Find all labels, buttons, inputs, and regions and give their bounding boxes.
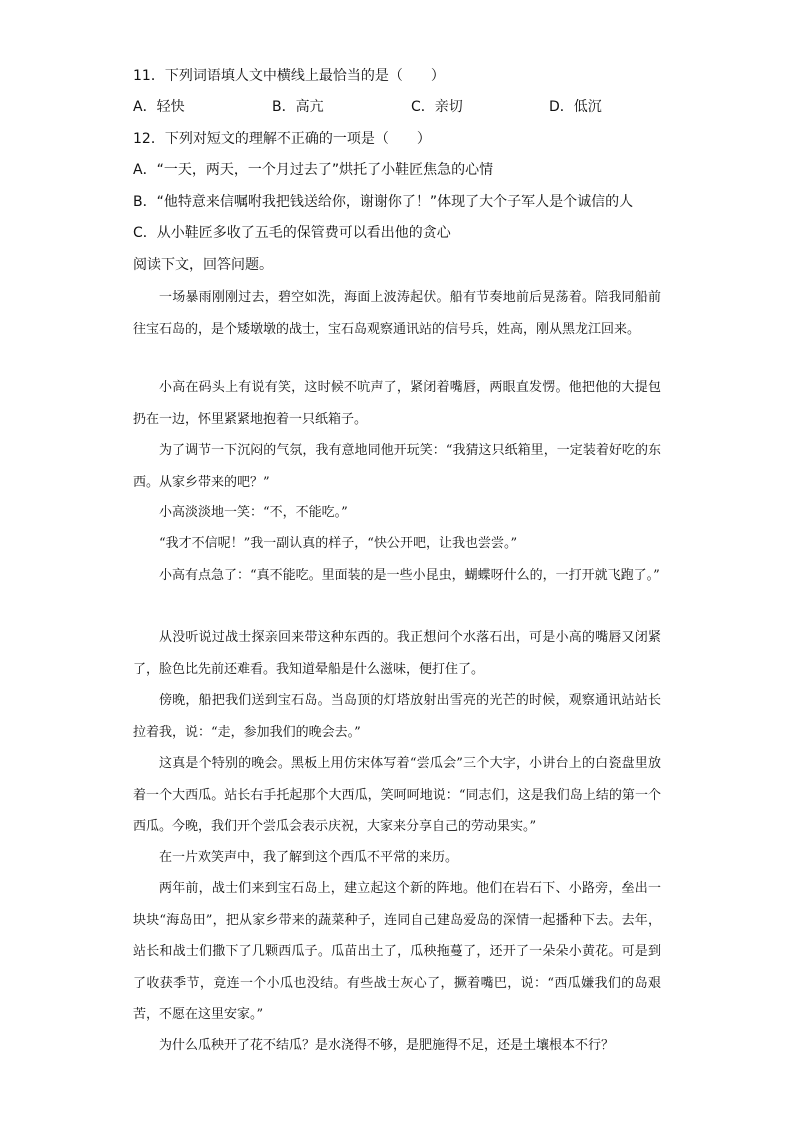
passage-paragraph: 傍晚，船把我们送到宝石岛。当岛顶的灯塔放射出雪亮的光芒的时候，观察通讯站站长拉着我，说：“走，参加我们的晚会去。”	[133, 693, 661, 740]
passage-paragraph: 两年前，战士们来到宝石岛上，建立起这个新的阵地。他们在岩石下、小路旁，垒出一块块“海岛田”，把从家乡带来的蔬菜种子，连同自己建岛爱岛的深情一起播种下去。去年，站长和战士们撒下了几颗西瓜子。瓜苗出土了，瓜秧拖蔓了，还开了一朵朵小黄花。可是到了收获季节，竟连一个小瓜也没结。有些战士灰心了，撅着嘴巴，说：“西瓜嫌我们的岛艰苦，不愿在这里安家。”	[133, 881, 661, 1023]
question-12-option-c: C．从小鞋匠多收了五毛的保管费可以看出他的贪心	[133, 225, 451, 241]
question-11-options	[133, 97, 653, 117]
passage-paragraph: 这真是个特别的晚会。黑板上用仿宋体写着“尝瓜会”三个大字，小讲台上的白瓷盘里放着一个大西瓜。站长右手托起那个大西瓜，笑呵呵地说：“同志们，这是我们岛上结的第一个西瓜。今晚，我们开个尝瓜会表示庆祝，大家来分享自己的劳动果实。”	[133, 756, 661, 835]
question-12-option-b: B．“他特意来信嘱咐我把钱送给你，谢谢你了！”体现了大个子军人是个诚信的人	[133, 194, 634, 210]
passage-paragraph: 小高有点急了：“真不能吃。里面装的是一些小昆虫，蝴蝶呀什么的，一打开就飞跑了。”	[159, 568, 660, 583]
question-12-stem: 12．下列对短文的理解不正确的一项是（ ）	[133, 131, 431, 147]
question-11-stem: 11．下列词语填人文中横线上最恰当的是（ ）	[133, 68, 445, 84]
passage-paragraph: 为什么瓜秧开了花不结瓜？是水浇得不够，是肥施得不足，还是土壤根本不行？	[159, 1038, 615, 1053]
question-11-option-a: A．轻快	[133, 99, 185, 115]
passage-paragraph: 小高淡淡地一笑：“不，不能吃。”	[159, 505, 348, 520]
passage-paragraph: 从没听说过战士探亲回来带这种东西的。我正想问个水落石出，可是小高的嘴唇又闭紧了，脸色比先前还难看。我知道晕船是什么滋味，便打住了。	[133, 630, 661, 677]
question-12-option-a: A．“一天，两天，一个月过去了”烘托了小鞋匠焦急的心情	[133, 162, 494, 178]
question-11-option-b: B．高亢	[272, 99, 324, 115]
question-11-option-d: D．低沉	[549, 99, 602, 115]
passage-paragraph: 为了调节一下沉闷的气氛，我有意地同他开玩笑：“我猜这只纸箱里，一定装着好吃的东西。从家乡带来的吧？”	[133, 443, 661, 490]
passage-paragraph: 一场暴雨刚刚过去，碧空如洗，海面上波涛起伏。船有节奏地前后晃荡着。陪我同船前往宝石岛的，是个矮墩墩的战士，宝石岛观察通讯站的信号兵，姓高，刚从黑龙江回来。	[133, 290, 661, 337]
passage-paragraph: 在一片欢笑声中，我了解到这个西瓜不平常的来历。	[159, 850, 459, 865]
passage-paragraph: “我才不信呢！”我一副认真的样子，“快公开吧，让我也尝尝。”	[159, 536, 518, 551]
reading-prompt: 阅读下文，回答问题。	[133, 257, 273, 273]
question-11-option-c: C．亲切	[411, 99, 463, 115]
passage-paragraph: 小高在码头上有说有笑，这时候不吭声了，紧闭着嘴唇，两眼直发愣。他把他的大提包扔在一边，怀里紧紧地抱着一只纸箱子。	[133, 380, 661, 427]
